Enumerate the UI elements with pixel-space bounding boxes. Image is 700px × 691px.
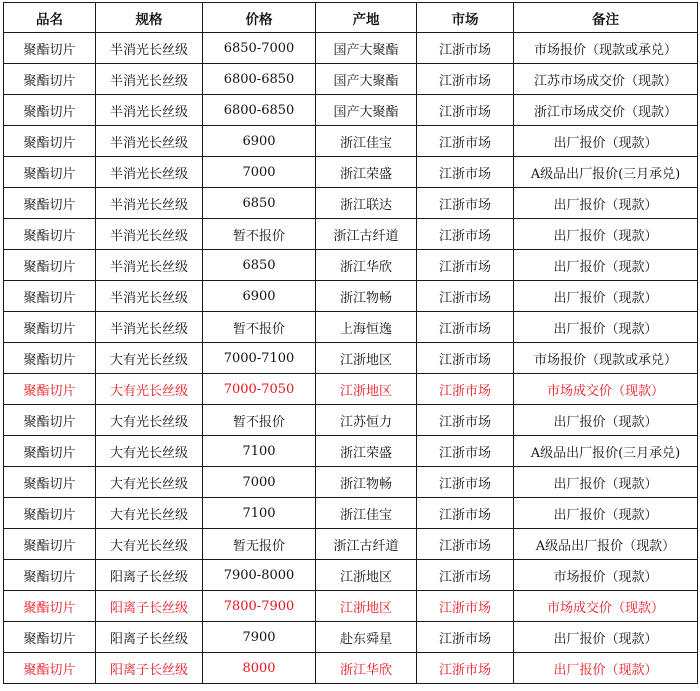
cell-note: A级品出厂报价（现款） bbox=[514, 529, 698, 560]
cell-note: A级品出厂报价(三月承兑) bbox=[514, 157, 698, 188]
cell-spec: 大有光长丝级 bbox=[96, 374, 203, 405]
cell-origin: 上海恒逸 bbox=[316, 312, 417, 343]
cell-origin: 浙江佳宝 bbox=[316, 126, 417, 157]
table-row bbox=[4, 405, 698, 436]
cell-origin: 浙江佳宝 bbox=[316, 498, 417, 529]
cell-price: 暂不报价 bbox=[203, 405, 316, 436]
cell-note: 出厂报价（现款） bbox=[514, 405, 698, 436]
cell-origin: 国产大聚酯 bbox=[316, 95, 417, 126]
table-row bbox=[4, 653, 698, 684]
cell-price: 7000-7050 bbox=[203, 374, 316, 405]
cell-price: 暂不报价 bbox=[203, 219, 316, 250]
cell-market: 江浙市场 bbox=[417, 343, 514, 374]
column-header-spec: 规格 bbox=[96, 3, 203, 33]
cell-product: 聚酯切片 bbox=[4, 95, 96, 126]
cell-product: 聚酯切片 bbox=[4, 529, 96, 560]
cell-price: 7000 bbox=[203, 467, 316, 498]
table-row bbox=[4, 591, 698, 622]
cell-spec: 半消光长丝级 bbox=[96, 250, 203, 281]
cell-note: 浙江市场成交价（现款） bbox=[514, 95, 698, 126]
cell-origin: 江浙地区 bbox=[316, 591, 417, 622]
table-header bbox=[4, 3, 698, 33]
cell-origin: 江浙地区 bbox=[316, 374, 417, 405]
cell-origin: 浙江物畅 bbox=[316, 281, 417, 312]
cell-product: 聚酯切片 bbox=[4, 219, 96, 250]
cell-product: 聚酯切片 bbox=[4, 157, 96, 188]
cell-market: 江浙市场 bbox=[417, 64, 514, 95]
cell-price: 6800-6850 bbox=[203, 95, 316, 126]
cell-product: 聚酯切片 bbox=[4, 498, 96, 529]
table-row bbox=[4, 219, 698, 250]
cell-spec: 半消光长丝级 bbox=[96, 126, 203, 157]
column-header-market: 市场 bbox=[417, 3, 514, 33]
cell-market: 江浙市场 bbox=[417, 467, 514, 498]
table-row bbox=[4, 33, 698, 64]
cell-origin: 浙江物畅 bbox=[316, 467, 417, 498]
cell-origin: 浙江古纤道 bbox=[316, 219, 417, 250]
cell-product: 聚酯切片 bbox=[4, 343, 96, 374]
cell-origin: 国产大聚酯 bbox=[316, 33, 417, 64]
cell-spec: 半消光长丝级 bbox=[96, 95, 203, 126]
cell-note: 出厂报价（现款） bbox=[514, 467, 698, 498]
header-row bbox=[4, 3, 698, 33]
cell-product: 聚酯切片 bbox=[4, 312, 96, 343]
cell-spec: 阳离子长丝级 bbox=[96, 653, 203, 684]
cell-product: 聚酯切片 bbox=[4, 591, 96, 622]
cell-price: 6850 bbox=[203, 250, 316, 281]
cell-spec: 大有光长丝级 bbox=[96, 405, 203, 436]
cell-product: 聚酯切片 bbox=[4, 653, 96, 684]
cell-origin: 赴东舜星 bbox=[316, 622, 417, 653]
cell-price: 7000-7100 bbox=[203, 343, 316, 374]
table-row bbox=[4, 281, 698, 312]
cell-price: 7000 bbox=[203, 157, 316, 188]
cell-origin: 浙江荣盛 bbox=[316, 157, 417, 188]
cell-market: 江浙市场 bbox=[417, 529, 514, 560]
table-row bbox=[4, 126, 698, 157]
cell-product: 聚酯切片 bbox=[4, 250, 96, 281]
cell-market: 江浙市场 bbox=[417, 95, 514, 126]
table-body bbox=[4, 33, 698, 684]
cell-product: 聚酯切片 bbox=[4, 560, 96, 591]
cell-note: 市场成交价（现款） bbox=[514, 374, 698, 405]
cell-note: 出厂报价（现款） bbox=[514, 653, 698, 684]
cell-price: 8000 bbox=[203, 653, 316, 684]
cell-product: 聚酯切片 bbox=[4, 467, 96, 498]
cell-spec: 阳离子长丝级 bbox=[96, 591, 203, 622]
cell-spec: 半消光长丝级 bbox=[96, 281, 203, 312]
cell-note: 出厂报价（现款） bbox=[514, 281, 698, 312]
cell-market: 江浙市场 bbox=[417, 560, 514, 591]
cell-spec: 半消光长丝级 bbox=[96, 64, 203, 95]
cell-price: 6800-6850 bbox=[203, 64, 316, 95]
cell-spec: 半消光长丝级 bbox=[96, 157, 203, 188]
cell-price: 6850 bbox=[203, 188, 316, 219]
cell-note: 出厂报价（现款） bbox=[514, 188, 698, 219]
column-header-price: 价格 bbox=[203, 3, 316, 33]
cell-note: 市场报价（现款或承兑） bbox=[514, 343, 698, 374]
table-row bbox=[4, 250, 698, 281]
cell-price: 7900 bbox=[203, 622, 316, 653]
cell-market: 江浙市场 bbox=[417, 436, 514, 467]
table-row bbox=[4, 312, 698, 343]
cell-spec: 大有光长丝级 bbox=[96, 529, 203, 560]
cell-origin: 江浙地区 bbox=[316, 560, 417, 591]
cell-note: 市场成交价（现款） bbox=[514, 591, 698, 622]
cell-market: 江浙市场 bbox=[417, 188, 514, 219]
cell-note: 江苏市场成交价（现款） bbox=[514, 64, 698, 95]
cell-spec: 大有光长丝级 bbox=[96, 436, 203, 467]
cell-market: 江浙市场 bbox=[417, 591, 514, 622]
cell-origin: 江苏恒力 bbox=[316, 405, 417, 436]
cell-spec: 半消光长丝级 bbox=[96, 188, 203, 219]
table-row bbox=[4, 188, 698, 219]
cell-origin: 浙江联达 bbox=[316, 188, 417, 219]
table-row bbox=[4, 560, 698, 591]
cell-product: 聚酯切片 bbox=[4, 126, 96, 157]
cell-price: 暂不报价 bbox=[203, 312, 316, 343]
cell-note: 市场报价（现款） bbox=[514, 560, 698, 591]
table-row bbox=[4, 157, 698, 188]
cell-spec: 半消光长丝级 bbox=[96, 312, 203, 343]
column-header-note: 备注 bbox=[514, 3, 698, 33]
column-header-origin: 产地 bbox=[316, 3, 417, 33]
table-row bbox=[4, 467, 698, 498]
cell-note: 出厂报价（现款） bbox=[514, 622, 698, 653]
cell-note: 出厂报价（现款） bbox=[514, 498, 698, 529]
cell-market: 江浙市场 bbox=[417, 33, 514, 64]
cell-price: 7900-8000 bbox=[203, 560, 316, 591]
cell-market: 江浙市场 bbox=[417, 219, 514, 250]
cell-product: 聚酯切片 bbox=[4, 374, 96, 405]
cell-spec: 半消光长丝级 bbox=[96, 219, 203, 250]
table-row bbox=[4, 64, 698, 95]
cell-market: 江浙市场 bbox=[417, 281, 514, 312]
cell-price: 7100 bbox=[203, 436, 316, 467]
table-row bbox=[4, 374, 698, 405]
cell-product: 聚酯切片 bbox=[4, 64, 96, 95]
cell-market: 江浙市场 bbox=[417, 405, 514, 436]
table-row bbox=[4, 498, 698, 529]
cell-note: A级品出厂报价(三月承兑) bbox=[514, 436, 698, 467]
cell-spec: 阳离子长丝级 bbox=[96, 560, 203, 591]
cell-origin: 国产大聚酯 bbox=[316, 64, 417, 95]
cell-spec: 大有光长丝级 bbox=[96, 467, 203, 498]
cell-spec: 阳离子长丝级 bbox=[96, 622, 203, 653]
cell-price: 7800-7900 bbox=[203, 591, 316, 622]
cell-price: 6900 bbox=[203, 281, 316, 312]
table-row bbox=[4, 343, 698, 374]
cell-origin: 浙江荣盛 bbox=[316, 436, 417, 467]
cell-market: 江浙市场 bbox=[417, 622, 514, 653]
cell-origin: 江浙地区 bbox=[316, 343, 417, 374]
cell-market: 江浙市场 bbox=[417, 653, 514, 684]
cell-note: 出厂报价（现款） bbox=[514, 312, 698, 343]
cell-product: 聚酯切片 bbox=[4, 281, 96, 312]
cell-note: 出厂报价（现款） bbox=[514, 126, 698, 157]
cell-spec: 大有光长丝级 bbox=[96, 343, 203, 374]
column-header-product: 品名 bbox=[4, 3, 96, 33]
cell-price: 暂无报价 bbox=[203, 529, 316, 560]
cell-product: 聚酯切片 bbox=[4, 405, 96, 436]
cell-note: 出厂报价（现款） bbox=[514, 250, 698, 281]
cell-price: 7100 bbox=[203, 498, 316, 529]
cell-market: 江浙市场 bbox=[417, 312, 514, 343]
cell-origin: 浙江华欣 bbox=[316, 250, 417, 281]
cell-product: 聚酯切片 bbox=[4, 622, 96, 653]
cell-price: 6850-7000 bbox=[203, 33, 316, 64]
cell-product: 聚酯切片 bbox=[4, 188, 96, 219]
cell-price: 6900 bbox=[203, 126, 316, 157]
table-row bbox=[4, 95, 698, 126]
cell-origin: 浙江华欣 bbox=[316, 653, 417, 684]
cell-note: 市场报价（现款或承兑） bbox=[514, 33, 698, 64]
cell-market: 江浙市场 bbox=[417, 250, 514, 281]
cell-note: 出厂报价（现款） bbox=[514, 219, 698, 250]
table-row bbox=[4, 436, 698, 467]
cell-spec: 半消光长丝级 bbox=[96, 33, 203, 64]
price-table bbox=[3, 2, 698, 684]
cell-spec: 大有光长丝级 bbox=[96, 498, 203, 529]
cell-market: 江浙市场 bbox=[417, 498, 514, 529]
cell-product: 聚酯切片 bbox=[4, 436, 96, 467]
cell-market: 江浙市场 bbox=[417, 157, 514, 188]
cell-product: 聚酯切片 bbox=[4, 33, 96, 64]
cell-market: 江浙市场 bbox=[417, 374, 514, 405]
cell-market: 江浙市场 bbox=[417, 126, 514, 157]
table-row bbox=[4, 529, 698, 560]
cell-origin: 浙江古纤道 bbox=[316, 529, 417, 560]
table-row bbox=[4, 622, 698, 653]
